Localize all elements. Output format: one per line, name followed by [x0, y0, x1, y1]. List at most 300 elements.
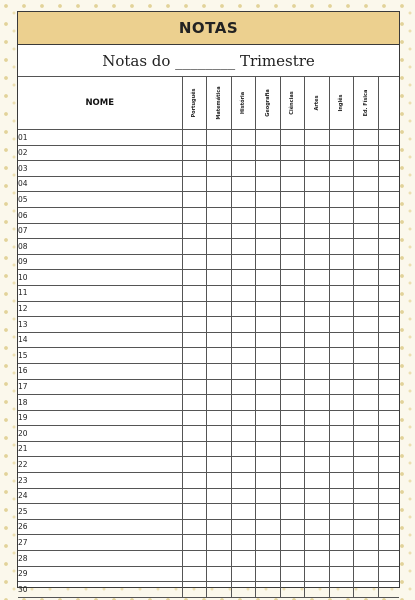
grade-cell[interactable] — [305, 161, 330, 177]
grade-cell[interactable] — [256, 348, 281, 364]
grade-cell[interactable] — [231, 426, 256, 442]
grade-cell[interactable] — [354, 161, 379, 177]
grade-cell[interactable] — [280, 145, 305, 161]
grade-cell[interactable] — [280, 254, 305, 270]
grade-cell[interactable] — [182, 582, 207, 598]
grade-cell[interactable] — [354, 395, 379, 411]
grade-cell[interactable] — [231, 176, 256, 192]
row-number: 11 — [18, 285, 182, 301]
grade-cell[interactable] — [256, 285, 281, 301]
grade-cell[interactable] — [329, 348, 354, 364]
grade-cell[interactable] — [207, 363, 232, 379]
row-number: 13 — [18, 317, 182, 333]
grade-cell[interactable] — [329, 363, 354, 379]
grade-cell[interactable] — [207, 317, 232, 333]
grade-cell[interactable] — [280, 285, 305, 301]
grade-cell[interactable] — [207, 176, 232, 192]
grade-cell[interactable] — [207, 441, 232, 457]
grade-cell[interactable] — [354, 192, 379, 208]
grade-cell[interactable] — [378, 285, 399, 301]
grade-cell[interactable] — [329, 161, 354, 177]
grade-cell[interactable] — [280, 457, 305, 473]
grade-cell[interactable] — [329, 566, 354, 582]
grade-cell[interactable] — [231, 566, 256, 582]
grade-cell[interactable] — [182, 473, 207, 489]
grade-cell[interactable] — [280, 270, 305, 286]
subject-label: Artes — [313, 95, 320, 111]
grade-cell[interactable] — [280, 161, 305, 177]
grade-cell[interactable] — [280, 332, 305, 348]
grade-cell[interactable] — [329, 504, 354, 520]
table-row — [18, 551, 399, 567]
grade-cell[interactable] — [280, 441, 305, 457]
grade-cell[interactable] — [256, 176, 281, 192]
grade-cell[interactable] — [231, 270, 256, 286]
grade-cell[interactable] — [378, 457, 399, 473]
grade-cell[interactable] — [378, 161, 399, 177]
grade-cell[interactable] — [256, 207, 281, 223]
grade-cell[interactable] — [231, 535, 256, 551]
row-number: 02 — [18, 145, 182, 161]
grade-cell[interactable] — [256, 239, 281, 255]
grade-cell[interactable] — [256, 441, 281, 457]
grade-cell[interactable] — [354, 239, 379, 255]
grade-cell[interactable] — [305, 223, 330, 239]
grade-cell[interactable] — [182, 161, 207, 177]
grade-cell[interactable] — [329, 551, 354, 567]
table-row — [18, 332, 399, 348]
grade-cell[interactable] — [280, 301, 305, 317]
grade-cell[interactable] — [207, 519, 232, 535]
grade-cell[interactable] — [280, 488, 305, 504]
grade-cell[interactable] — [354, 363, 379, 379]
grade-cell[interactable] — [256, 535, 281, 551]
grade-cell[interactable] — [305, 566, 330, 582]
grade-cell[interactable] — [378, 363, 399, 379]
grade-cell[interactable] — [231, 582, 256, 598]
grade-cell[interactable] — [329, 145, 354, 161]
grade-cell[interactable] — [329, 317, 354, 333]
grade-cell[interactable] — [305, 473, 330, 489]
grade-cell[interactable] — [231, 145, 256, 161]
grade-cell[interactable] — [305, 176, 330, 192]
grade-cell[interactable] — [207, 207, 232, 223]
grade-cell[interactable] — [231, 192, 256, 208]
grade-cell[interactable] — [207, 566, 232, 582]
grade-cell[interactable] — [378, 348, 399, 364]
grade-cell[interactable] — [280, 363, 305, 379]
grade-cell[interactable] — [305, 488, 330, 504]
grade-cell[interactable] — [305, 285, 330, 301]
grade-cell[interactable] — [354, 535, 379, 551]
grade-cell[interactable] — [182, 504, 207, 520]
grade-cell[interactable] — [305, 192, 330, 208]
grade-cell[interactable] — [329, 410, 354, 426]
grade-cell[interactable] — [280, 239, 305, 255]
grade-cell[interactable] — [256, 223, 281, 239]
grade-cell[interactable] — [256, 379, 281, 395]
row-number: 10 — [18, 270, 182, 286]
grade-cell[interactable] — [305, 441, 330, 457]
grade-cell[interactable] — [182, 426, 207, 442]
grade-cell[interactable] — [231, 130, 256, 146]
grade-cell[interactable] — [231, 239, 256, 255]
grade-cell[interactable] — [329, 582, 354, 598]
grade-cell[interactable] — [231, 410, 256, 426]
grade-cell[interactable] — [256, 395, 281, 411]
grade-cell[interactable] — [231, 551, 256, 567]
grade-cell[interactable] — [329, 239, 354, 255]
grade-cell[interactable] — [305, 254, 330, 270]
grade-cell[interactable] — [329, 223, 354, 239]
grade-cell[interactable] — [354, 317, 379, 333]
subject-column-header — [280, 77, 305, 130]
grade-cell[interactable] — [182, 441, 207, 457]
grade-cell[interactable] — [207, 301, 232, 317]
grade-cell[interactable] — [280, 223, 305, 239]
grade-cell[interactable] — [207, 254, 232, 270]
grade-cell[interactable] — [305, 426, 330, 442]
grade-cell[interactable] — [329, 176, 354, 192]
grade-cell[interactable] — [182, 301, 207, 317]
table-row — [18, 410, 399, 426]
grade-cell[interactable] — [378, 488, 399, 504]
grade-cell[interactable] — [378, 566, 399, 582]
grade-cell[interactable] — [329, 426, 354, 442]
grade-cell[interactable] — [378, 504, 399, 520]
grade-cell[interactable] — [305, 301, 330, 317]
grade-cell[interactable] — [207, 239, 232, 255]
table-row — [18, 145, 399, 161]
grade-cell[interactable] — [305, 379, 330, 395]
grade-cell[interactable] — [280, 379, 305, 395]
table-row — [18, 270, 399, 286]
name-column-header: NOME — [18, 77, 182, 130]
grade-cell[interactable] — [354, 332, 379, 348]
grade-cell[interactable] — [354, 301, 379, 317]
grade-cell[interactable] — [256, 410, 281, 426]
grade-cell[interactable] — [182, 332, 207, 348]
grade-cell[interactable] — [354, 379, 379, 395]
grade-cell[interactable] — [207, 161, 232, 177]
grade-cell[interactable] — [305, 395, 330, 411]
grade-cell[interactable] — [378, 130, 399, 146]
subject-label: Geografia — [264, 89, 271, 117]
grade-cell[interactable] — [256, 582, 281, 598]
grade-cell[interactable] — [256, 566, 281, 582]
grade-cell[interactable] — [305, 239, 330, 255]
grade-cell[interactable] — [280, 130, 305, 146]
grade-cell[interactable] — [354, 145, 379, 161]
grade-cell[interactable] — [256, 332, 281, 348]
grade-cell[interactable] — [182, 566, 207, 582]
grade-cell[interactable] — [354, 270, 379, 286]
grade-cell[interactable] — [329, 535, 354, 551]
table-row — [18, 161, 399, 177]
grade-cell[interactable] — [256, 551, 281, 567]
grade-cell[interactable] — [280, 582, 305, 598]
grade-cell[interactable] — [182, 551, 207, 567]
grade-cell[interactable] — [378, 254, 399, 270]
grade-cell[interactable] — [182, 488, 207, 504]
grade-cell[interactable] — [256, 254, 281, 270]
grade-cell[interactable] — [329, 379, 354, 395]
grade-cell[interactable] — [182, 223, 207, 239]
grade-cell[interactable] — [182, 176, 207, 192]
grade-cell[interactable] — [378, 441, 399, 457]
grade-cell[interactable] — [378, 145, 399, 161]
grade-cell[interactable] — [354, 176, 379, 192]
grade-cell[interactable] — [354, 504, 379, 520]
grade-cell[interactable] — [378, 582, 399, 598]
grade-cell[interactable] — [329, 270, 354, 286]
grade-cell[interactable] — [231, 254, 256, 270]
grade-cell[interactable] — [182, 395, 207, 411]
grade-cell[interactable] — [280, 566, 305, 582]
grade-cell[interactable] — [182, 410, 207, 426]
grade-cell[interactable] — [280, 317, 305, 333]
grade-cell[interactable] — [354, 457, 379, 473]
table-row — [18, 504, 399, 520]
grade-cell[interactable] — [207, 192, 232, 208]
grade-cell[interactable] — [256, 317, 281, 333]
grade-cell[interactable] — [354, 410, 379, 426]
grade-cell[interactable] — [231, 379, 256, 395]
grade-cell[interactable] — [305, 348, 330, 364]
grade-cell[interactable] — [305, 535, 330, 551]
page-title: NOTAS — [18, 12, 399, 45]
grade-cell[interactable] — [280, 426, 305, 442]
grade-cell[interactable] — [231, 504, 256, 520]
grade-cell[interactable] — [207, 145, 232, 161]
grade-cell[interactable] — [354, 348, 379, 364]
grade-cell[interactable] — [378, 317, 399, 333]
grade-cell[interactable] — [329, 441, 354, 457]
grade-cell[interactable] — [378, 301, 399, 317]
row-number: 17 — [18, 379, 182, 395]
subject-label: Matemática — [215, 86, 222, 120]
grade-cell[interactable] — [305, 317, 330, 333]
grade-cell[interactable] — [207, 457, 232, 473]
grade-cell[interactable] — [378, 551, 399, 567]
grade-cell[interactable] — [182, 145, 207, 161]
grade-cell[interactable] — [231, 348, 256, 364]
grade-cell[interactable] — [231, 317, 256, 333]
grade-cell[interactable] — [354, 582, 379, 598]
grade-cell[interactable] — [207, 223, 232, 239]
grade-cell[interactable] — [329, 332, 354, 348]
grade-cell[interactable] — [280, 551, 305, 567]
grade-cell[interactable] — [378, 473, 399, 489]
grade-cell[interactable] — [378, 379, 399, 395]
grade-cell[interactable] — [182, 317, 207, 333]
grade-cell[interactable] — [231, 519, 256, 535]
grade-cell[interactable] — [207, 348, 232, 364]
grade-cell[interactable] — [256, 426, 281, 442]
grade-cell[interactable] — [305, 130, 330, 146]
grade-cell[interactable] — [256, 270, 281, 286]
table-row — [18, 426, 399, 442]
grade-cell[interactable] — [354, 207, 379, 223]
row-number: 21 — [18, 441, 182, 457]
grade-cell[interactable] — [305, 332, 330, 348]
grade-cell[interactable] — [354, 441, 379, 457]
grade-cell[interactable] — [305, 582, 330, 598]
grade-cell[interactable] — [329, 285, 354, 301]
grade-cell[interactable] — [256, 488, 281, 504]
grade-cell[interactable] — [280, 395, 305, 411]
grade-cell[interactable] — [305, 270, 330, 286]
grade-cell[interactable] — [207, 426, 232, 442]
grade-cell[interactable] — [280, 473, 305, 489]
grade-cell[interactable] — [231, 441, 256, 457]
subject-label: Inglês — [338, 94, 345, 112]
grade-cell[interactable] — [256, 161, 281, 177]
grade-cell[interactable] — [280, 410, 305, 426]
grade-cell[interactable] — [207, 582, 232, 598]
grade-cell[interactable] — [305, 207, 330, 223]
grade-cell[interactable] — [231, 161, 256, 177]
grade-cell[interactable] — [354, 254, 379, 270]
grade-cell[interactable] — [354, 223, 379, 239]
grade-cell[interactable] — [182, 535, 207, 551]
grade-cell[interactable] — [305, 145, 330, 161]
grade-cell[interactable] — [231, 457, 256, 473]
grade-cell[interactable] — [305, 457, 330, 473]
grade-cell[interactable] — [231, 395, 256, 411]
grade-cell[interactable] — [231, 488, 256, 504]
grade-cell[interactable] — [231, 473, 256, 489]
grade-cell[interactable] — [280, 519, 305, 535]
grade-cell[interactable] — [256, 519, 281, 535]
grade-cell[interactable] — [207, 488, 232, 504]
grade-cell[interactable] — [378, 239, 399, 255]
grade-cell[interactable] — [378, 519, 399, 535]
row-number: 23 — [18, 473, 182, 489]
grade-cell[interactable] — [231, 285, 256, 301]
grade-cell[interactable] — [280, 504, 305, 520]
grade-cell[interactable] — [182, 207, 207, 223]
grade-cell[interactable] — [378, 270, 399, 286]
grade-cell[interactable] — [182, 457, 207, 473]
grade-cell[interactable] — [231, 207, 256, 223]
grade-cell[interactable] — [207, 379, 232, 395]
grade-cell[interactable] — [378, 426, 399, 442]
grade-cell[interactable] — [378, 176, 399, 192]
grade-cell[interactable] — [207, 285, 232, 301]
grade-cell[interactable] — [182, 519, 207, 535]
grade-cell[interactable] — [207, 270, 232, 286]
grade-cell[interactable] — [354, 488, 379, 504]
grade-cell[interactable] — [378, 332, 399, 348]
grade-cell[interactable] — [182, 363, 207, 379]
grade-cell[interactable] — [207, 535, 232, 551]
grade-cell[interactable] — [280, 348, 305, 364]
row-number: 20 — [18, 426, 182, 442]
grade-cell[interactable] — [280, 207, 305, 223]
grade-cell[interactable] — [231, 363, 256, 379]
grade-cell[interactable] — [354, 519, 379, 535]
subject-column-header — [256, 77, 281, 130]
grade-cell[interactable] — [207, 473, 232, 489]
grade-cell[interactable] — [231, 301, 256, 317]
grade-cell[interactable] — [305, 410, 330, 426]
grade-cell[interactable] — [256, 192, 281, 208]
grade-cell[interactable] — [378, 410, 399, 426]
grade-cell[interactable] — [329, 301, 354, 317]
grade-cell[interactable] — [378, 207, 399, 223]
grade-cell[interactable] — [280, 535, 305, 551]
grade-cell[interactable] — [182, 348, 207, 364]
grade-cell[interactable] — [280, 176, 305, 192]
grade-cell[interactable] — [305, 504, 330, 520]
grade-cell[interactable] — [329, 457, 354, 473]
grade-cell[interactable] — [329, 130, 354, 146]
grade-cell[interactable] — [329, 488, 354, 504]
grade-cell[interactable] — [256, 130, 281, 146]
grade-cell[interactable] — [182, 239, 207, 255]
grade-cell[interactable] — [329, 395, 354, 411]
table-row — [18, 317, 399, 333]
grade-cell[interactable] — [256, 457, 281, 473]
grade-cell[interactable] — [182, 130, 207, 146]
grade-cell[interactable] — [182, 254, 207, 270]
grade-cell[interactable] — [256, 363, 281, 379]
table-body — [18, 130, 399, 598]
grade-cell[interactable] — [354, 285, 379, 301]
grade-cell[interactable] — [354, 426, 379, 442]
grade-cell[interactable] — [329, 207, 354, 223]
grade-cell[interactable] — [354, 473, 379, 489]
grade-cell[interactable] — [256, 473, 281, 489]
grade-cell[interactable] — [378, 535, 399, 551]
grade-cell[interactable] — [182, 285, 207, 301]
grade-cell[interactable] — [207, 395, 232, 411]
grade-cell[interactable] — [207, 130, 232, 146]
subject-label: Ciências — [289, 91, 296, 115]
grade-cell[interactable] — [354, 566, 379, 582]
grade-cell[interactable] — [182, 270, 207, 286]
subject-column-header — [182, 77, 207, 130]
grade-cell[interactable] — [305, 363, 330, 379]
subject-column-header — [378, 77, 399, 130]
grade-cell[interactable] — [182, 379, 207, 395]
grade-cell[interactable] — [329, 192, 354, 208]
grade-cell[interactable] — [256, 504, 281, 520]
grade-cell[interactable] — [378, 192, 399, 208]
table-row — [18, 457, 399, 473]
grade-cell[interactable] — [207, 504, 232, 520]
grade-cell[interactable] — [354, 551, 379, 567]
grade-cell[interactable] — [329, 473, 354, 489]
grade-cell[interactable] — [378, 395, 399, 411]
grade-cell[interactable] — [256, 301, 281, 317]
grade-cell[interactable] — [231, 332, 256, 348]
grade-cell[interactable] — [329, 519, 354, 535]
grade-cell[interactable] — [207, 410, 232, 426]
grade-cell[interactable] — [207, 551, 232, 567]
grade-cell[interactable] — [305, 519, 330, 535]
grade-cell[interactable] — [305, 551, 330, 567]
grade-cell[interactable] — [280, 192, 305, 208]
grade-cell[interactable] — [182, 192, 207, 208]
grade-cell[interactable] — [354, 130, 379, 146]
grade-cell[interactable] — [378, 223, 399, 239]
grade-cell[interactable] — [256, 145, 281, 161]
grade-cell[interactable] — [231, 223, 256, 239]
grade-cell[interactable] — [329, 254, 354, 270]
grade-cell[interactable] — [207, 332, 232, 348]
